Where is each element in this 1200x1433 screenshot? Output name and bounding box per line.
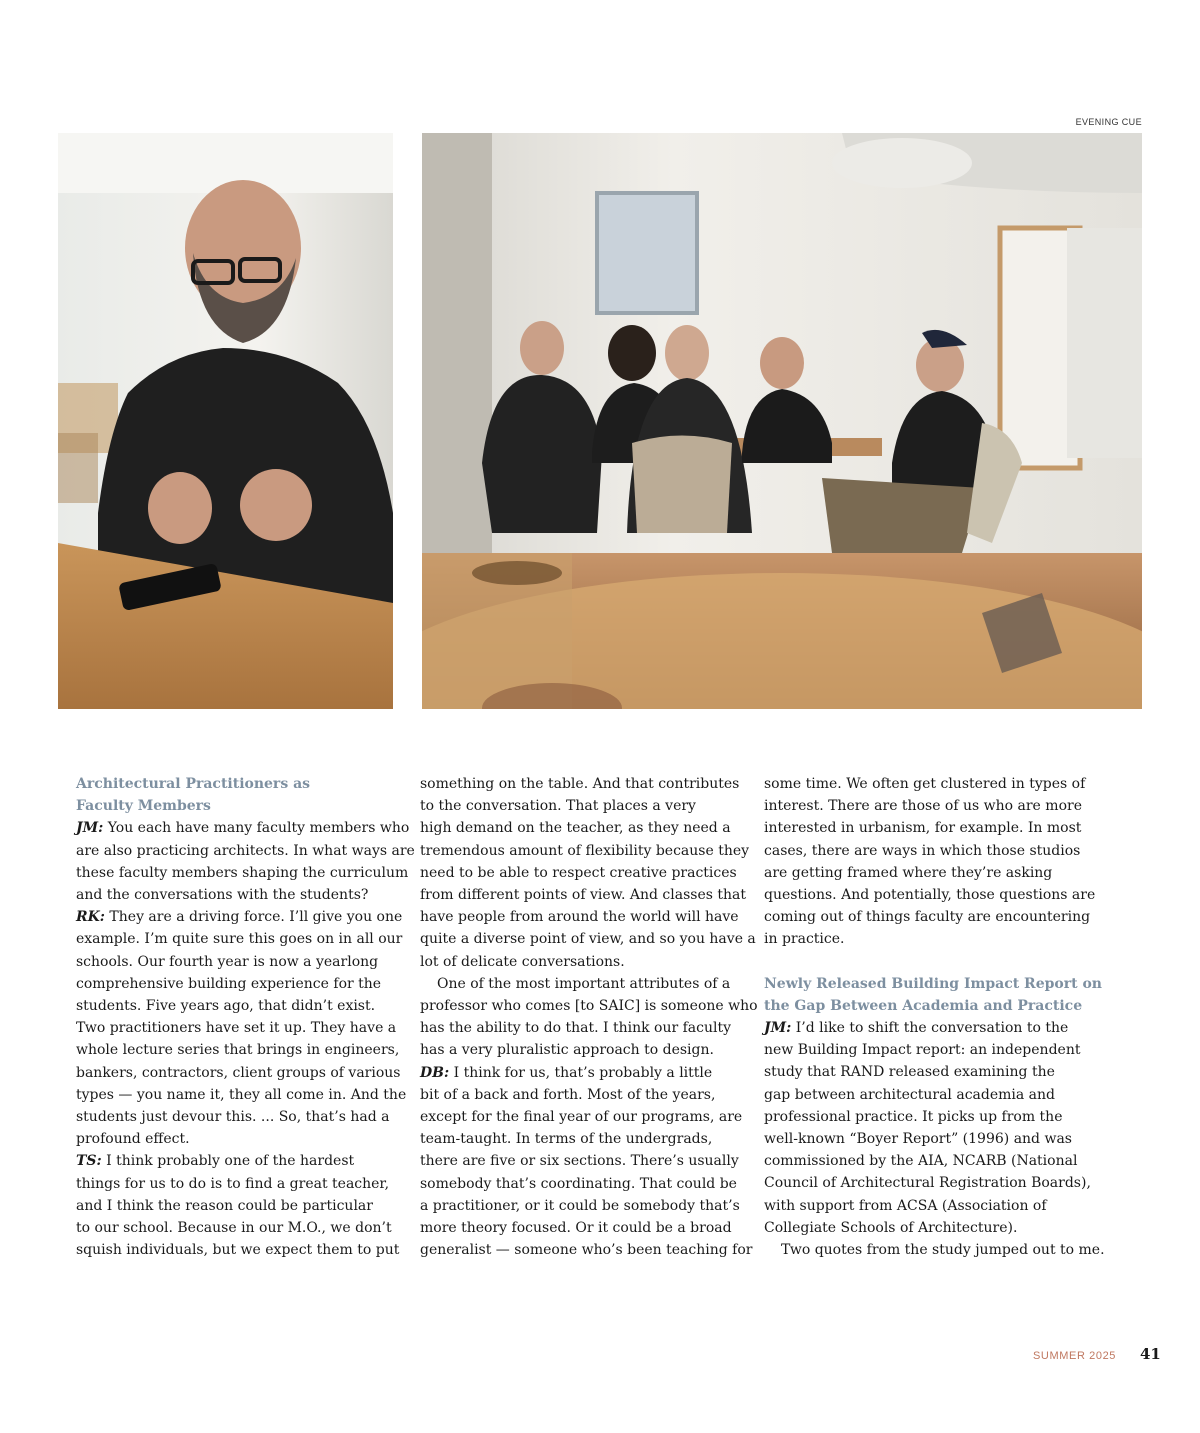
speaker-label: RK: [76, 909, 105, 926]
paragraph-jm-question: JM: You each have many faculty members who are also practicing architects. In what ways are these faculty members shaping the curriculum and the conversations with the students? [76, 820, 415, 904]
photo-credit: EVENING CUE [1075, 117, 1142, 127]
paragraph-jm-report: JM: I’d like to shift the conversation to the new Building Impact report: an independent study that RAND released examining the gap between architectural academia and professional practice. It picks up from the well-known “Boyer Report” (1996) and was commissioned by the AIA, NCARB (National Council of Architectural Registration Boards), with support from ACSA (Association of Collegiate Schools of Architecture). [764, 1020, 1091, 1236]
paragraph-ts-answer: TS: I think probably one of the hardest things for us to do is to find a great teacher, and I think the reason could be particular to our school. Because in our M.O., we don’t squish individuals, but we expect them to put [76, 1153, 400, 1259]
paragraph-db-answer: DB: I think for us, that’s probably a little bit of a back and forth. Most of the years, except for the final year of our programs, are team-taught. In terms of the undergrads, there are five or six sections. There’s usually somebody that’s coordinating. That could be a practitioner, or it could be somebody that’s more theory focused. Or it could be a broad generalist — someone who’s been teaching for [420, 1064, 753, 1259]
paragraph-db-continued: some time. We often get clustered in types of interest. There are those of us who are more interested in urbanism, for example. In most cases, there are ways in which those studios are getting framed where they’re asking questions. And potentially, those questions are coming out of things faculty are encountering in practice. [764, 776, 1096, 948]
photo-group-discussion [422, 133, 1142, 709]
speaker-label: DB: [420, 1064, 450, 1081]
page-number: 41 [1140, 1345, 1161, 1363]
speaker-label: TS: [76, 1153, 102, 1170]
section-heading-practitioners: Architectural Practitioners as Faculty Members [76, 776, 311, 815]
footer-issue-date: SUMMER 2025 [1033, 1350, 1117, 1362]
article-column-1 [76, 773, 415, 1261]
paragraph-ts-attributes: One of the most important attributes of a professor who comes [to SAIC] is someone who has the ability to do that. I think our faculty has a very pluralistic approach to design. [420, 975, 758, 1059]
paragraph-ts-continued: something on the table. And that contributes to the conversation. That places a very high demand on the teacher, as they need a tremendous amount of flexibility because they need to be able to respect creative practices from different points of view. And classes that have people from around the world will have quite a diverse point of view, and so you have a lot of delicate conversations. [420, 776, 756, 970]
paragraph-rk-answer: RK: They are a driving force. I’ll give you one example. I’m quite sure this goes on in all our schools. Our fourth year is now a yearlong comprehensive building experience for the students. Five years ago, that didn’t exist. Two practitioners have set it up. They have a whole lecture series that brings in engineers, bankers, contractors, client groups of various types — you name it, they all come in. And the students just devour this. ... So, that’s had a profound effect. [76, 909, 407, 1148]
paragraph-jm-quotes: Two quotes from the study jumped out to me. [781, 1242, 1105, 1259]
speaker-label: JM: [764, 1020, 792, 1037]
section-heading-report: Newly Released Building Impact Report on the Gap Between Academia and Practice [764, 975, 1102, 1014]
photo-speaker-portrait [58, 133, 393, 709]
speaker-label: JM: [76, 820, 104, 837]
article-column-2 [420, 773, 758, 1261]
article-column-3 [764, 773, 1105, 1261]
